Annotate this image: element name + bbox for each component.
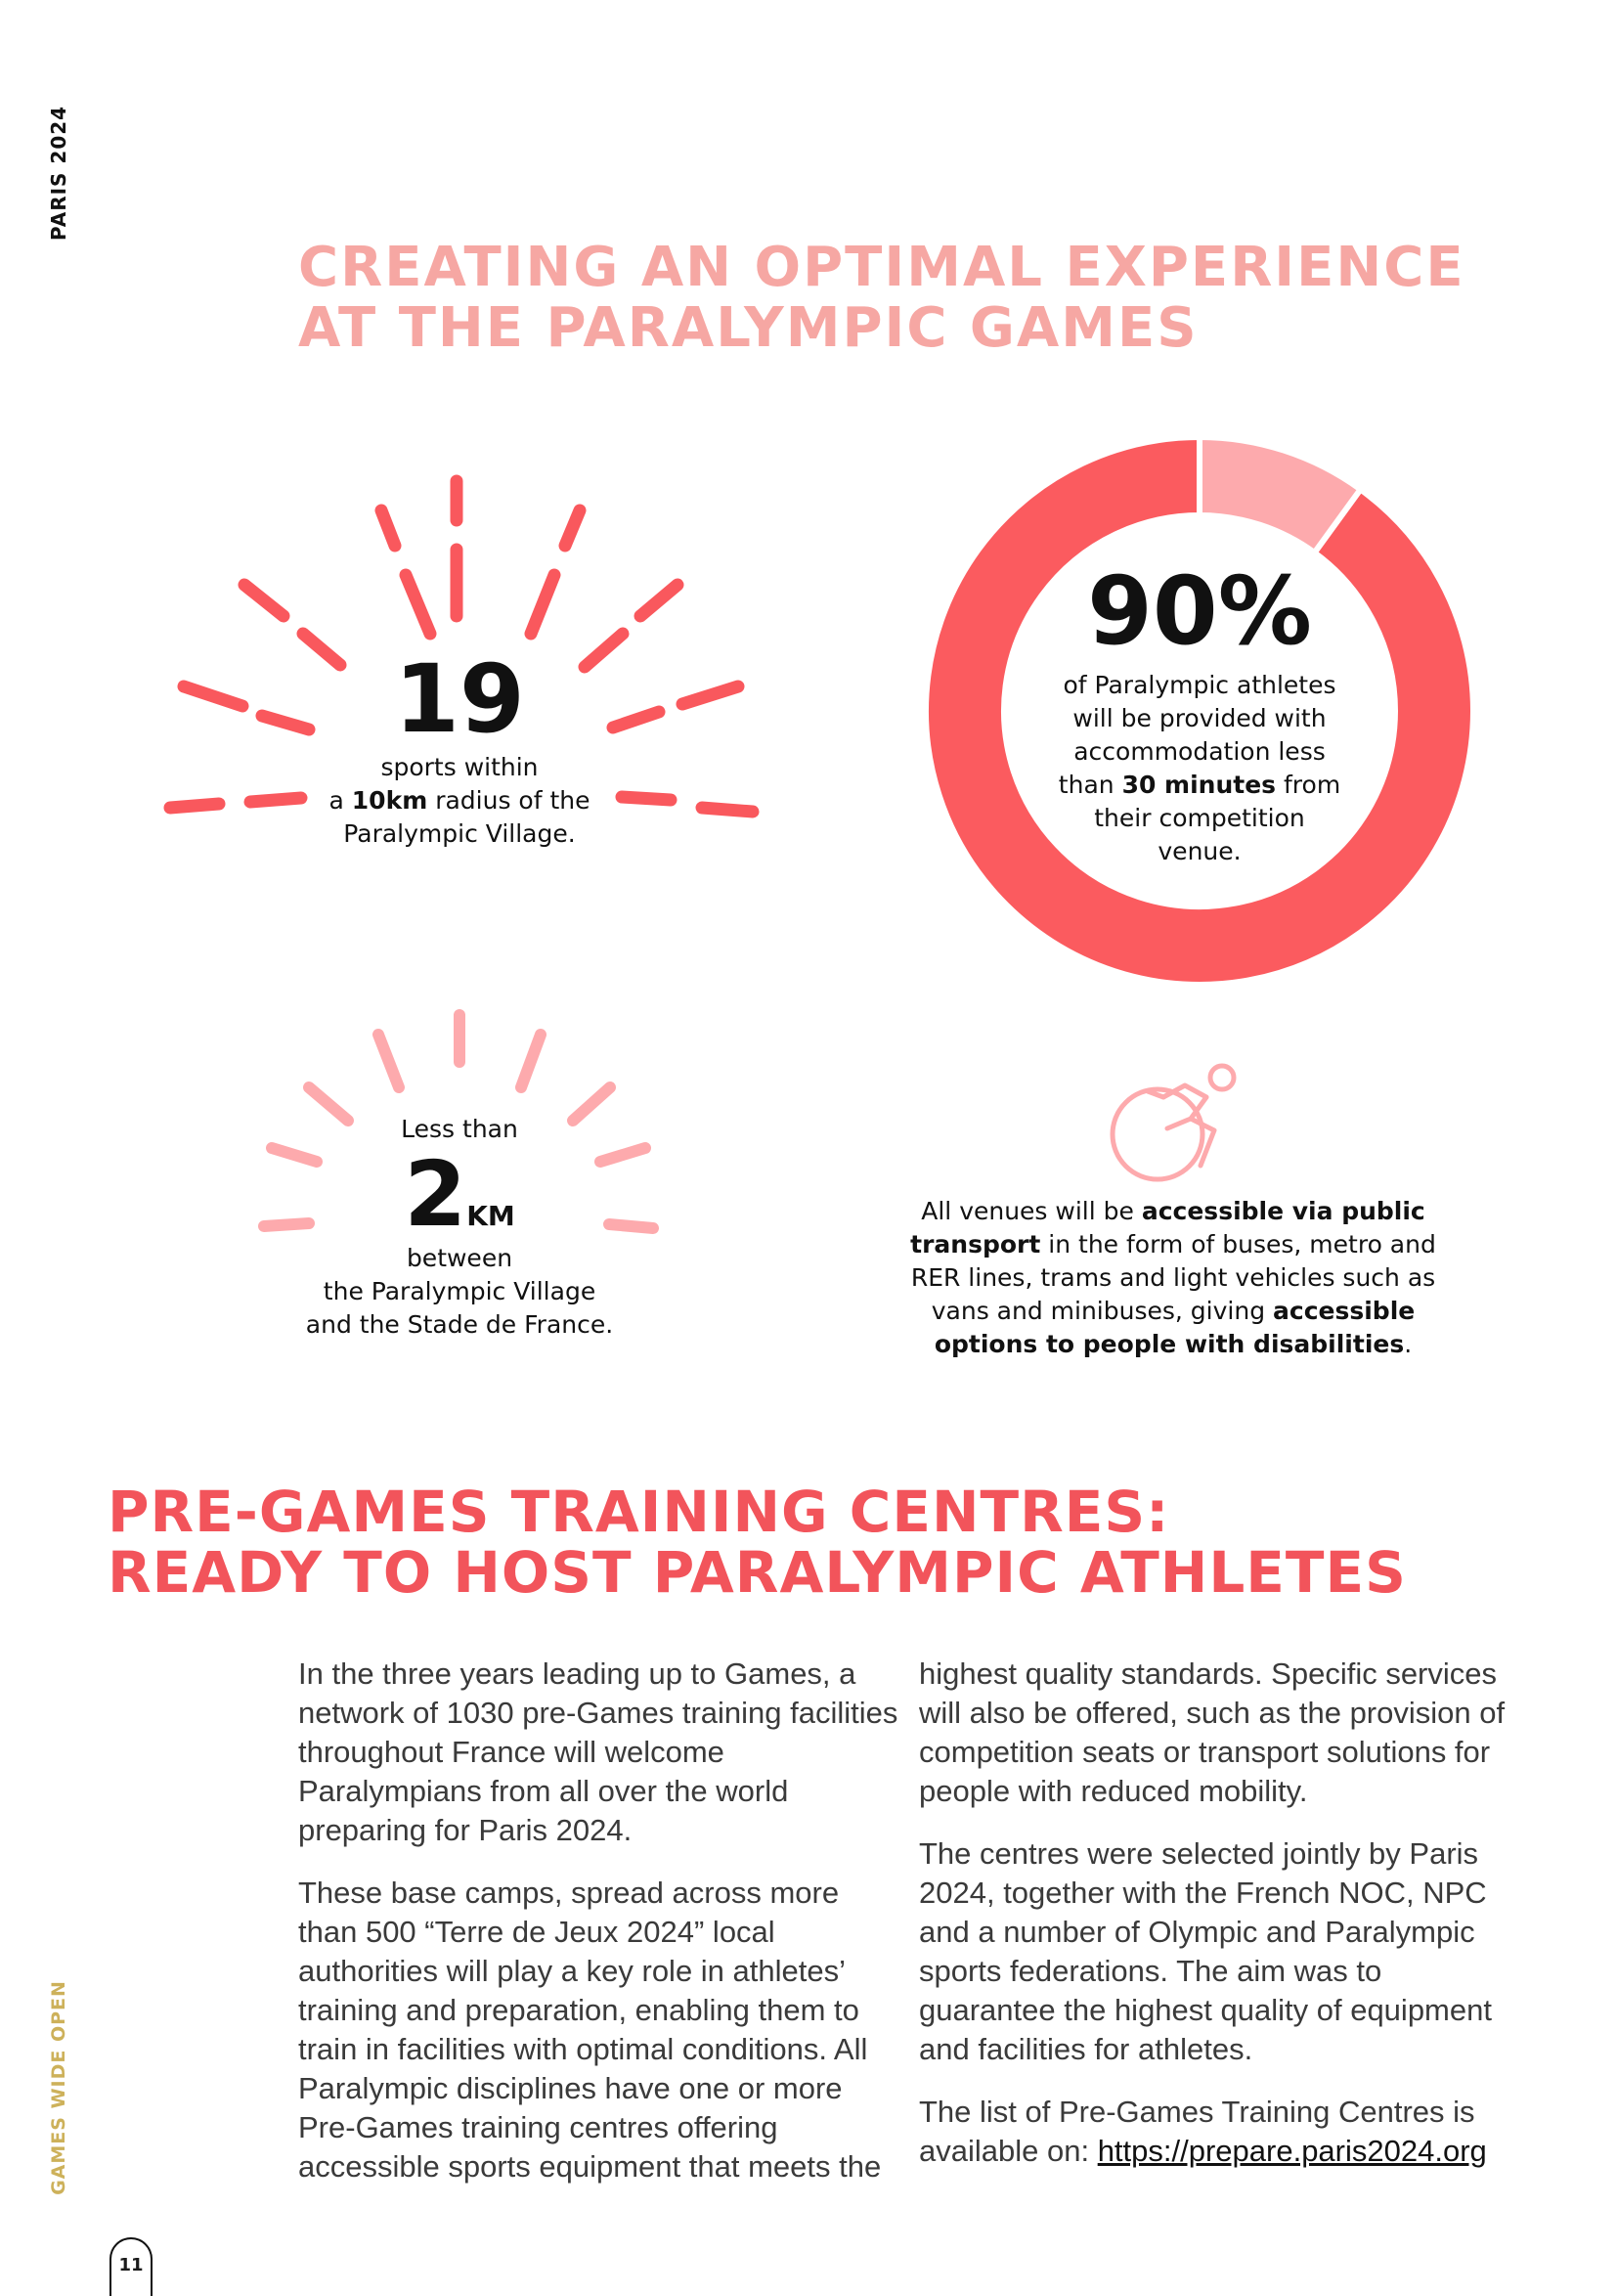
sidebar-brand: PARIS 2024 <box>47 105 70 242</box>
burst-ray <box>600 1148 645 1162</box>
burst-ray <box>585 634 623 667</box>
accommodation-caption: of Paralympic athletes will be provided with accommodation less than 30 minutes from their competition venue. <box>1058 671 1341 865</box>
burst-ray <box>640 585 677 616</box>
burst-ray <box>622 797 671 800</box>
burst-ray <box>406 575 430 634</box>
sidebar-section-label: GAMES WIDE OPEN <box>48 1980 69 2195</box>
body-column-left <box>298 1655 904 2210</box>
burst-ray <box>272 1148 317 1162</box>
burst-ray <box>303 634 340 665</box>
burst-ray <box>613 712 659 728</box>
section2-title-line1: PRE-GAMES TRAINING CENTRES: <box>108 1479 1170 1545</box>
distance-prefix: Less than <box>401 1115 518 1143</box>
burst-ray <box>531 575 554 634</box>
body-column-right <box>919 1655 1506 2194</box>
distance-caption: between the Paralympic Village and the Stade de France. <box>305 1244 614 1339</box>
sports-caption: sports within a 10km radius of the Paralympic Village. <box>328 753 590 848</box>
donut-percent-label: 90% <box>1087 556 1312 666</box>
section2-title-line2: READY TO HOST PARALYMPIC ATHLETES <box>108 1539 1407 1606</box>
paragraph: The centres were selected jointly by Paris 2024, together with the French NOC, NPC and a number of Olympic and Paralympic sports federations. The aim was to guarantee the highest quality of equipment and facilities for athletes. <box>919 1836 1492 2066</box>
burst-ray <box>262 716 309 729</box>
burst-ray <box>682 686 738 704</box>
paragraph: In the three years leading up to Games, a network of 1030 pre-Games training facilities throughout France will welcome Paralympians from all over the world preparing for Paris 2024. <box>298 1656 898 1847</box>
distance-value: 2KM <box>404 1142 515 1247</box>
sports-count: 19 <box>394 644 525 754</box>
transport-caption: All venues will be accessible via public transport in the form of buses, metro and RER lines, trams and light vehicles such as vans and minibuses, giving accessible options to people with disabilities. <box>910 1197 1436 1358</box>
wheelchair-athlete-icon <box>1105 1058 1251 1185</box>
section1-title-line1: CREATING AN OPTIMAL EXPERIENCE <box>298 236 1465 299</box>
burst-ray <box>170 804 219 808</box>
burst-ray <box>609 1224 653 1228</box>
page-number: 11 <box>109 2237 153 2296</box>
burst-ray <box>565 510 580 546</box>
burst-ray <box>309 1087 348 1121</box>
burst-ray <box>521 1035 541 1087</box>
burst-ray <box>702 808 753 812</box>
paragraph: highest quality standards. Specific services will also be offered, such as the provision of competition seats or transport solutions for people with reduced mobility. <box>919 1656 1506 1808</box>
burst-ray <box>378 1035 399 1087</box>
section2-title <box>108 1479 1407 1606</box>
section1-title <box>298 238 1465 359</box>
prepare-website-link[interactable]: https://prepare.paris2024.org <box>1097 2134 1487 2168</box>
burst-ray <box>573 1087 610 1121</box>
burst-ray <box>244 585 284 616</box>
section1-title-line2: AT THE PARALYMPIC GAMES <box>298 296 1199 360</box>
burst-ray <box>381 510 395 546</box>
paragraph: The list of Pre-Games Training Centres is available on: https://prepare.paris2024.org <box>919 2095 1487 2168</box>
burst-ray <box>264 1223 309 1226</box>
burst-ray <box>184 686 242 706</box>
paragraph: These base camps, spread across more than 500 “Terre de Jeux 2024” local authorities will play a key role in athletes’ training and preparation, enabling them to train in facilities with optimal conditions. All Paralympic disciplines have one or more Pre-Games training centres offering accessible sports equipment that meets the <box>298 1876 882 2184</box>
